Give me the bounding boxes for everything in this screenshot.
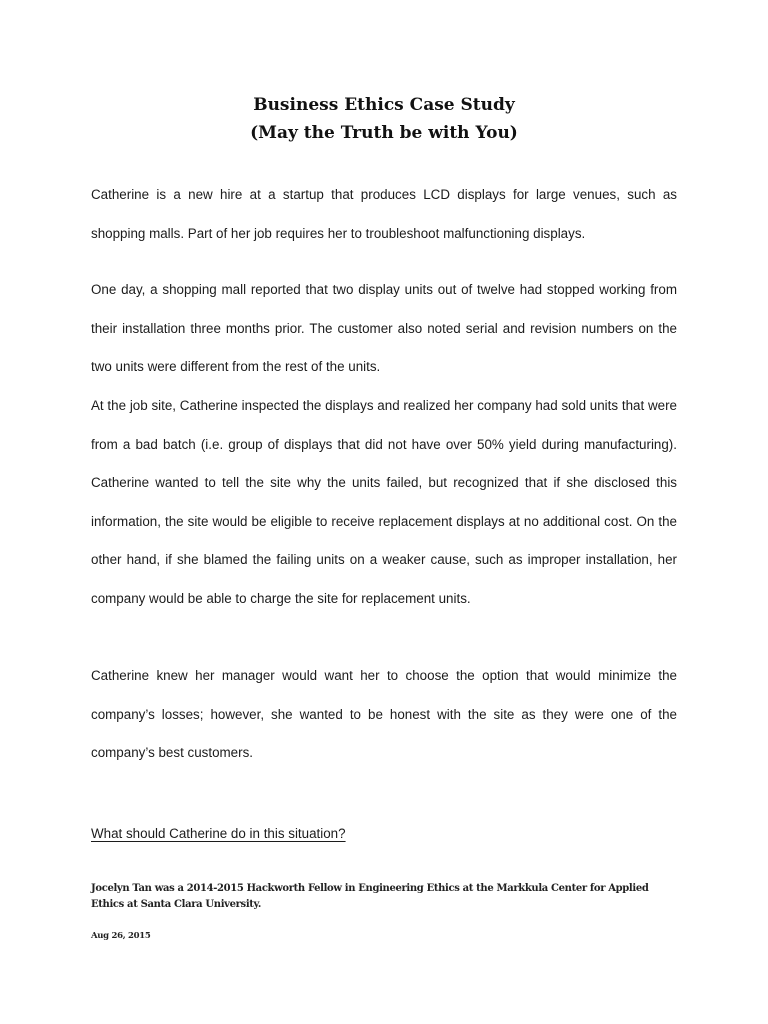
paragraph-intro: Catherine is a new hire at a startup that produces LCD displays for large venues, such as shopping malls. Part of her job requires her to troubleshoot malfunctioning displays. [91,187,677,241]
publication-date: Aug 26, 2015 [91,931,151,941]
discussion-question: What should Catherine do in this situation? [91,826,346,841]
paragraph-inspection: At the job site, Catherine inspected the displays and realized her company had sold units that were from a bad batch (i.e. group of displays that did not have over 50% yield during manufacturing). Catherine wanted to tell the site why the units failed, but recognized that if she disclosed this information, the site would be eligible to receive replacement displays at no additional cost. On the other hand, if she blamed the failing units on a weaker cause, such as improper installation, her company would be able to charge the site for replacement units. [91,398,677,606]
document-title: Business Ethics Case Study [253,95,515,115]
author-credit: Jocelyn Tan was a 2014-2015 Hackworth Fellow in Engineering Ethics at the Markkula Center for Applied Ethics at Santa Clara University. [91,883,649,910]
document-subtitle: (May the Truth be with You) [250,123,518,143]
paragraph-dilemma: Catherine knew her manager would want her to choose the option that would minimize the company’s losses; however, she wanted to be honest with the site as they were one of the company’s best customers. [91,668,677,760]
paragraph-report: One day, a shopping mall reported that two display units out of twelve had stopped working from their installation three months prior. The customer also noted serial and revision numbers on the two units were different from the rest of the units. [91,282,677,374]
